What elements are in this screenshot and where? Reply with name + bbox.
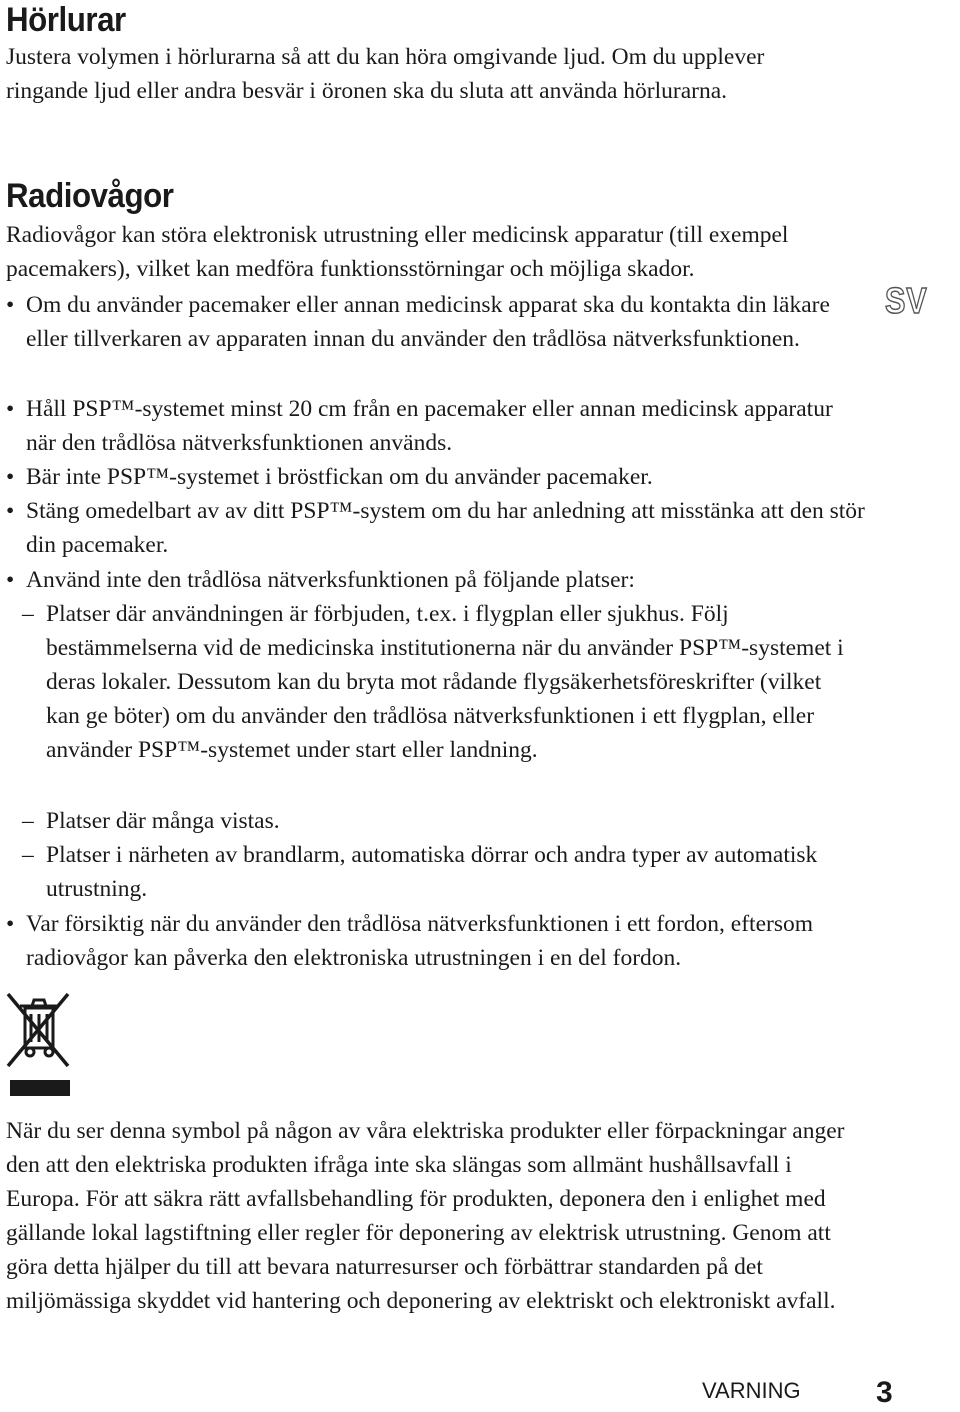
bullet-mark: • [6,567,15,593]
sub-item-text: Platser där användningen är förbjuden, t.ex. i flygplan eller sjukhus. Följ bestämmelserna vid de medicinska institutionerna när du använder PSP™-systemet i deras lokaler. Dessutom kan du bryta mot rådande flygsäkerhetsföreskrifter (vilket kan ge böter) om du använder den trådlösa nätverksfunktionen i ett flygplan, eller använder PSP™-systemet under start eller landning. [46,601,844,763]
page-number: 3 [876,1376,893,1409]
bullet-mark: • [6,464,15,490]
radio-waves-intro: Radiovågor kan störa elektronisk utrustning eller medicinsk apparatur (till exempel pacemakers), vilket kan medföra funktionsstörningar och möjliga skador. [6,222,789,282]
sub-item [22,838,822,906]
bullet-text: Var försiktig när du använder den trådlösa nätverksfunktionen i ett fordon, eftersom radiovågor kan påverka den elektroniska utrustningen i en del fordon. [26,911,814,971]
sub-item-text: Platser där många vistas. [46,808,280,834]
dash-mark: – [22,842,34,868]
sub-item [22,597,860,767]
bullet-item [6,563,856,597]
headphones-text: Justera volymen i hörlurarna så att du kan höra omgivande ljud. Om du upplever ringande ljud eller andra besvär i öronen ska du sluta att använda hörlurarna. [6,44,765,104]
bullet-item [6,288,846,356]
bullet-mark: • [6,911,15,937]
sub-item [22,804,860,838]
bullet-text: Stäng omedelbart av av ditt PSP™-system om du har anledning att misstänka att den stör din pacemaker. [26,498,865,558]
bullet-text: Bär inte PSP™-systemet i bröstfickan om du använder pacemaker. [26,464,653,490]
language-tab: SV [885,280,928,321]
dash-mark: – [22,601,34,627]
bullet-item [6,460,856,494]
radio-waves-heading: Radiovågor [6,177,174,215]
bullet-text: Använd inte den trådlösa nätverksfunktionen på följande platser: [26,567,635,593]
sub-item-text: Platser i närheten av brandlarm, automatiska dörrar och andra typer av automatisk utrustning. [46,842,818,902]
bullet-mark: • [6,498,15,524]
dash-mark: – [22,808,34,834]
bullet-text: Om du använder pacemaker eller annan medicinsk apparat ska du kontakta din läkare eller tillverkaren av apparaten innan du använder den trådlösa nätverksfunktionen. [26,292,830,352]
bullet-mark: • [6,396,15,422]
bullet-item [6,392,856,460]
bullet-mark: • [6,292,15,318]
bullet-item [6,494,868,562]
bullet-item [6,907,856,975]
headphones-heading: Hörlurar [6,1,126,39]
bullet-text: Håll PSP™-systemet minst 20 cm från en pacemaker eller annan medicinsk apparatur när den trådlösa nätverksfunktionen används. [26,396,833,456]
footer-section: VARNING [702,1378,801,1403]
weee-text: När du ser denna symbol på någon av våra elektriska produkter eller förpackningar anger den att den elektriska produkten ifråga inte ska slängas som allmänt hushållsavfall i Europa. För att säkra rätt avfallsbehandling för produkten, deponera den i enlighet med gällande lokal lagstiftning eller regler för deponering av elektrisk utrustning. Genom att göra detta hjälper du till att bevara naturresurser och förbättrar standarden på det miljömässiga skyddet vid hantering och deponering av elektriskt och elektroniskt avfall. [6,1118,845,1314]
crossed-out-wheelie-bin-icon [6,992,72,1100]
